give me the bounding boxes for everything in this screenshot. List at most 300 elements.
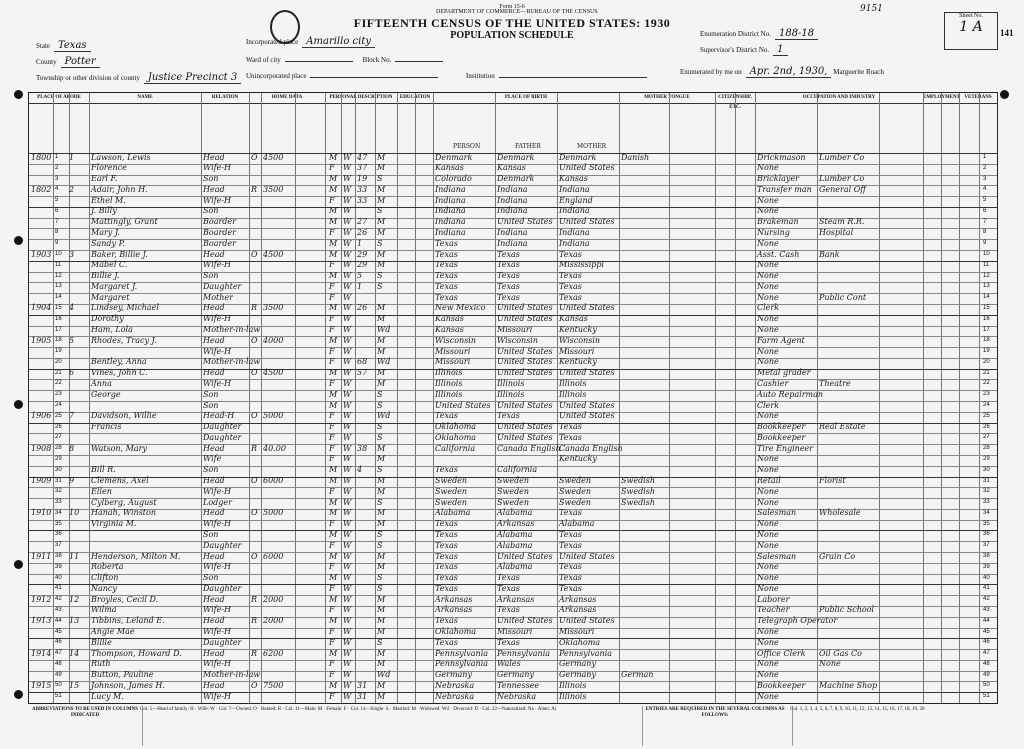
- cell-relation: Wife-H: [203, 195, 232, 205]
- cell-owned-rented: [251, 519, 261, 530]
- line-number-right: 21: [983, 369, 990, 376]
- cell-birth-person: Oklahoma: [435, 432, 477, 442]
- cell-race: W: [343, 637, 352, 647]
- cell-marital: S: [377, 281, 383, 291]
- cell-occupation: None: [757, 314, 779, 324]
- cell-birth-mother: Wisconsin: [559, 335, 601, 345]
- cell-race: W: [343, 659, 352, 669]
- cell-relation: Head: [203, 368, 225, 378]
- cell-family: [69, 401, 87, 412]
- cell-relation: Daughter: [203, 637, 242, 647]
- line-number-right: 10: [983, 251, 990, 258]
- cell-race: W: [343, 400, 352, 410]
- cell-age: 4: [357, 465, 363, 475]
- cell-birth-father: Indiana: [497, 227, 528, 237]
- cell-sex: F: [329, 325, 335, 335]
- cell-family: [69, 163, 87, 174]
- cell-owned-rented: [251, 217, 261, 228]
- cell-occupation: Bookkeeper: [757, 432, 806, 442]
- cell-birth-father: Alabama: [497, 529, 533, 539]
- cell-sex: F: [329, 378, 335, 388]
- cell-birth-person: Texas: [435, 616, 458, 626]
- cell-dwelling: [31, 659, 53, 670]
- cell-family: 13: [69, 616, 80, 626]
- cell-mother-tongue: [621, 228, 669, 239]
- cell-race: W: [343, 605, 352, 615]
- cell-name: Anna: [91, 378, 112, 388]
- cell-dwelling: 1910: [31, 508, 52, 518]
- cell-sex: M: [329, 400, 338, 410]
- cell-birth-mother: Oklahoma: [559, 637, 601, 647]
- cell-name: Roberta: [91, 562, 124, 572]
- cell-relation: Head: [203, 303, 225, 313]
- cell-owned-rented: [251, 530, 261, 541]
- cell-relation: Wife-H: [203, 519, 232, 529]
- cell-sex: F: [329, 443, 335, 453]
- cell-occupation: Laborer: [757, 594, 790, 604]
- cell-marital: S: [377, 238, 383, 248]
- cell-relation: Wife-H: [203, 627, 232, 636]
- cell-sex: M: [329, 303, 338, 313]
- line-number: 39: [55, 563, 62, 570]
- cell-mother-tongue: [621, 163, 669, 174]
- line-number: 51: [55, 693, 62, 700]
- institution-field: Institution: [466, 72, 647, 80]
- cell-age: 26: [357, 303, 368, 313]
- cell-home-value: [263, 498, 293, 509]
- cell-owned-rented: O: [251, 335, 258, 345]
- cell-owned-rented: [251, 401, 261, 412]
- cell-marital: Wd: [377, 411, 391, 421]
- cell-dwelling: 1906: [31, 411, 52, 421]
- cell-family: [69, 196, 87, 207]
- cell-occupation: None: [757, 238, 779, 248]
- cell-industry: [819, 260, 877, 271]
- cell-relation: Mother-in-law: [203, 670, 261, 680]
- cell-dwelling: [31, 314, 53, 325]
- cell-industry: Grain Co: [819, 551, 856, 561]
- cell-industry: Oil Gas Co: [819, 648, 862, 658]
- cell-marital: M: [377, 195, 386, 205]
- cell-marital: M: [377, 227, 386, 237]
- cell-mother-tongue: [621, 422, 669, 433]
- cell-mother-tongue: [621, 444, 669, 455]
- cell-dwelling: [31, 217, 53, 228]
- cell-race: W: [343, 195, 352, 205]
- cell-age: 38: [357, 443, 368, 453]
- cell-mother-tongue: [621, 454, 669, 465]
- cell-owned-rented: O: [251, 411, 258, 421]
- cell-birth-mother: Indiana: [559, 206, 590, 216]
- cell-occupation: Bookkeeper: [757, 680, 806, 690]
- cell-family: [69, 314, 87, 325]
- cell-name: Dorothy: [91, 314, 124, 324]
- cell-dwelling: [31, 239, 53, 250]
- cell-sex: M: [329, 335, 338, 345]
- cell-dwelling: [31, 282, 53, 293]
- cell-family: 12: [69, 594, 80, 604]
- cell-marital: M: [377, 454, 386, 464]
- line-number-right: 19: [983, 348, 990, 355]
- cell-owned-rented: O: [251, 680, 258, 690]
- cell-birth-person: Colorado: [435, 174, 472, 184]
- cell-birth-mother: Germany: [559, 670, 596, 680]
- cell-industry: [819, 347, 877, 358]
- cell-marital: S: [377, 422, 383, 432]
- line-number: 41: [55, 585, 62, 592]
- ward-field: Ward of city Block No.: [246, 56, 443, 64]
- cell-marital: S: [377, 497, 383, 507]
- cell-name: Vines, John C.: [91, 368, 148, 378]
- cell-race: W: [343, 432, 352, 442]
- cell-industry: [819, 303, 877, 314]
- cell-mother-tongue: [621, 347, 669, 358]
- cell-birth-person: Missouri: [435, 346, 471, 356]
- cell-occupation: None: [757, 562, 779, 572]
- cell-owned-rented: [251, 670, 261, 681]
- cell-name: [91, 433, 201, 444]
- cell-birth-person: Illinois: [435, 389, 463, 399]
- cell-birth-mother: United States: [559, 368, 615, 378]
- cell-race: W: [343, 152, 352, 162]
- cell-home-value: [263, 206, 293, 217]
- cell-home-value: [263, 217, 293, 228]
- cell-name: Clifton: [91, 573, 119, 583]
- line-number-right: 36: [983, 531, 990, 538]
- cell-sex: M: [329, 152, 338, 162]
- cell-name: Ethel M.: [91, 195, 126, 205]
- cell-owned-rented: [251, 433, 261, 444]
- cell-name: Mattingly, Grant: [91, 217, 158, 227]
- cell-marital: M: [377, 249, 386, 259]
- cell-birth-father: Tennessee: [497, 680, 540, 690]
- cell-relation: Son: [203, 465, 219, 475]
- line-number-right: 22: [983, 380, 990, 387]
- cell-birth-father: Alabama: [497, 562, 533, 572]
- cell-birth-person: Texas: [435, 260, 458, 270]
- cell-dwelling: [31, 670, 53, 681]
- cell-sex: F: [329, 411, 335, 421]
- cell-occupation: Drickmason: [757, 152, 806, 162]
- cell-birth-person: Texas: [435, 529, 458, 539]
- cell-name: Tibbins, Leland E.: [91, 616, 165, 626]
- cell-relation: Head: [203, 594, 225, 604]
- line-number-right: 43: [983, 606, 990, 613]
- cell-industry: [819, 487, 877, 498]
- cell-race: W: [343, 465, 352, 475]
- cell-marital: M: [377, 562, 386, 572]
- cell-birth-mother: Canada English: [559, 443, 623, 453]
- cell-industry: Wholesale: [819, 508, 861, 518]
- cell-occupation: None: [757, 486, 779, 496]
- cell-marital: M: [377, 627, 386, 636]
- line-number: 20: [55, 358, 62, 365]
- cell-birth-mother: Texas: [559, 529, 582, 539]
- cell-industry: [819, 282, 877, 293]
- cell-name: Johnson, James H.: [91, 680, 165, 690]
- line-number-right: 14: [983, 294, 990, 301]
- cell-sex: M: [329, 271, 338, 281]
- cell-marital: M: [377, 217, 386, 227]
- cell-industry: [819, 325, 877, 336]
- cell-birth-father: Kansas: [497, 163, 526, 173]
- cell-relation: Head: [203, 616, 225, 626]
- cell-age: 31: [357, 680, 368, 690]
- cell-birth-mother: Texas: [559, 422, 582, 432]
- cell-birth-mother: Alabama: [559, 519, 595, 529]
- cell-mother-tongue: [621, 217, 669, 228]
- cell-race: W: [343, 303, 352, 313]
- cell-age: [357, 314, 373, 325]
- line-number: 5: [55, 197, 59, 204]
- line-number-right: 51: [983, 693, 990, 700]
- cell-home-value: [263, 465, 293, 476]
- line-number-right: 18: [983, 337, 990, 344]
- cell-birth-father: United States: [497, 217, 553, 227]
- cell-industry: Hospital: [819, 227, 854, 237]
- cell-dwelling: 1904: [31, 303, 52, 313]
- line-number: 22: [55, 380, 62, 387]
- cell-home-value: [263, 627, 293, 638]
- line-number: 47: [55, 650, 62, 657]
- cell-dwelling: 1908: [31, 443, 52, 453]
- cell-mother-tongue: [621, 605, 669, 616]
- cell-owned-rented: [251, 422, 261, 433]
- cell-mother-tongue: [621, 357, 669, 368]
- cell-owned-rented: [251, 573, 261, 584]
- cell-birth-mother: Missouri: [559, 346, 595, 356]
- cell-sex: M: [329, 648, 338, 658]
- cell-family: 11: [69, 551, 80, 561]
- cell-relation: Head: [203, 680, 225, 690]
- cell-occupation: None: [757, 573, 779, 583]
- cell-birth-person: Oklahoma: [435, 422, 477, 432]
- incorporated-place-field: Incorporated place Amarillo city: [246, 36, 375, 47]
- cell-relation: Lodger: [203, 497, 232, 507]
- cell-birth-mother: Texas: [559, 508, 582, 518]
- cell-occupation: Metal grader: [757, 368, 811, 378]
- cell-sex: F: [329, 519, 335, 529]
- cell-owned-rented: [251, 174, 261, 185]
- cell-birth-father: Alabama: [497, 508, 533, 518]
- cell-owned-rented: [251, 659, 261, 670]
- cell-race: W: [343, 238, 352, 248]
- cell-birth-person: Wisconsin: [435, 335, 477, 345]
- cell-sex: F: [329, 432, 335, 442]
- cell-dwelling: 1909: [31, 476, 52, 486]
- pencil-number: 9151: [860, 4, 883, 14]
- cell-occupation: None: [757, 271, 779, 281]
- line-number-right: 6: [983, 207, 987, 214]
- cell-relation: Wife-H: [203, 691, 232, 701]
- cell-sex: F: [329, 281, 335, 291]
- cell-owned-rented: [251, 692, 261, 703]
- cell-birth-mother: Sweden: [559, 486, 592, 496]
- cell-birth-mother: Texas: [559, 562, 582, 572]
- cell-marital: S: [377, 529, 383, 539]
- cell-name: Wilma: [91, 605, 117, 615]
- cell-family: [69, 271, 87, 282]
- cell-family: 2: [69, 184, 75, 194]
- cell-name: J. Billy: [91, 206, 117, 216]
- cell-birth-father: Sweden: [497, 486, 530, 496]
- cell-industry: Public Cont: [819, 292, 867, 302]
- cell-birth-father: Texas: [497, 411, 520, 421]
- cell-industry: [819, 206, 877, 217]
- cell-owned-rented: O: [251, 551, 258, 561]
- cell-race: W: [343, 292, 352, 302]
- cell-industry: Theatre: [819, 378, 851, 388]
- cell-family: [69, 357, 87, 368]
- line-number-right: 48: [983, 660, 990, 667]
- cell-age: 5: [357, 271, 363, 281]
- line-number: 21: [55, 369, 62, 376]
- line-number: 40: [55, 574, 62, 581]
- cell-age: [357, 433, 373, 444]
- cell-mother-tongue: [621, 260, 669, 271]
- cell-industry: [819, 595, 877, 606]
- cell-occupation: None: [757, 357, 779, 367]
- cell-age: [357, 616, 373, 627]
- cell-age: [357, 573, 373, 584]
- line-number-right: 46: [983, 639, 990, 646]
- cell-relation: Mother: [203, 292, 233, 302]
- line-number: 38: [55, 553, 62, 560]
- binder-hole: [14, 400, 23, 409]
- cell-mother-tongue: [621, 293, 669, 304]
- cell-dwelling: 1914: [31, 648, 52, 658]
- line-number: 7: [55, 218, 59, 225]
- cell-relation: Wife-H: [203, 346, 232, 356]
- line-number-right: 12: [983, 272, 990, 279]
- cell-age: [357, 379, 373, 390]
- cell-birth-father: Arkansas: [497, 519, 535, 529]
- cell-relation: Daughter: [203, 583, 242, 593]
- cell-sex: F: [329, 454, 335, 464]
- cell-industry: [819, 519, 877, 530]
- cell-birth-mother: Texas: [559, 292, 582, 302]
- cell-home-value: [263, 670, 293, 681]
- cell-home-value: 4500: [263, 152, 284, 162]
- cell-race: W: [343, 271, 352, 281]
- cell-industry: [819, 163, 877, 174]
- cell-owned-rented: [251, 163, 261, 174]
- cell-mother-tongue: Swedish: [621, 497, 655, 507]
- cell-name: Lucy M.: [91, 691, 124, 701]
- cell-home-value: [263, 573, 293, 584]
- cell-home-value: [263, 228, 293, 239]
- cell-dwelling: [31, 454, 53, 465]
- cell-name: Adair, John H.: [91, 184, 148, 194]
- cell-industry: [819, 411, 877, 422]
- cell-occupation: None: [757, 497, 779, 507]
- cell-industry: None: [819, 659, 841, 669]
- cell-sex: M: [329, 368, 338, 378]
- cell-occupation: None: [757, 465, 779, 475]
- cell-mother-tongue: [621, 379, 669, 390]
- cell-birth-father: Sweden: [497, 476, 530, 486]
- cell-family: [69, 487, 87, 498]
- cell-dwelling: [31, 260, 53, 271]
- cell-home-value: 4500: [263, 368, 284, 378]
- cell-age: [357, 487, 373, 498]
- cell-name: Francis: [91, 422, 122, 432]
- cell-occupation: None: [757, 519, 779, 529]
- cell-name: [91, 347, 201, 358]
- cell-dwelling: [31, 379, 53, 390]
- line-number-right: 39: [983, 563, 990, 570]
- cell-owned-rented: [251, 627, 261, 638]
- cell-owned-rented: O: [251, 508, 258, 518]
- cell-marital: M: [377, 443, 386, 453]
- cell-family: [69, 562, 87, 573]
- cell-birth-person: Sweden: [435, 476, 468, 486]
- cell-home-value: [263, 357, 293, 368]
- cell-birth-mother: Missouri: [559, 627, 595, 636]
- cell-occupation: Brakeman: [757, 217, 799, 227]
- cell-dwelling: [31, 605, 53, 616]
- cell-age: 68: [357, 357, 368, 367]
- line-number-right: 17: [983, 326, 990, 333]
- cell-age: [357, 325, 373, 336]
- cell-sex: M: [329, 249, 338, 259]
- cell-mother-tongue: [621, 282, 669, 293]
- cell-relation: Wife-H: [203, 562, 232, 572]
- cell-birth-person: Texas: [435, 540, 458, 550]
- cell-age: [357, 584, 373, 595]
- cell-age: [357, 541, 373, 552]
- cell-name: Lawson, Lewis: [91, 152, 151, 162]
- cell-family: [69, 605, 87, 616]
- cell-family: 7: [69, 411, 75, 421]
- cell-family: [69, 465, 87, 476]
- line-number: 24: [55, 402, 62, 409]
- cell-birth-person: Oklahoma: [435, 627, 477, 636]
- cell-sex: M: [329, 551, 338, 561]
- line-number-right: 9: [983, 240, 987, 247]
- cell-marital: M: [377, 184, 386, 194]
- cell-dwelling: 1802: [31, 184, 52, 194]
- cell-industry: [819, 357, 877, 368]
- cell-industry: [819, 196, 877, 207]
- cell-birth-person: Texas: [435, 637, 458, 647]
- cell-age: [357, 552, 373, 563]
- cell-birth-father: California: [497, 465, 538, 475]
- cell-birth-mother: Texas: [559, 583, 582, 593]
- cell-race: W: [343, 184, 352, 194]
- cell-race: W: [343, 422, 352, 432]
- cell-age: [357, 347, 373, 358]
- cell-sex: F: [329, 357, 335, 367]
- cell-marital: S: [377, 583, 383, 593]
- cell-birth-person: Kansas: [435, 314, 464, 324]
- cell-birth-mother: Germany: [559, 659, 596, 669]
- cell-age: [357, 519, 373, 530]
- cell-birth-father: Texas: [497, 260, 520, 270]
- cell-birth-mother: Kentucky: [559, 454, 597, 464]
- line-number: 15: [55, 304, 62, 311]
- cell-name: Mabel C.: [91, 260, 128, 270]
- cell-dwelling: 1915: [31, 680, 52, 690]
- cell-occupation: None: [757, 325, 779, 335]
- cell-mother-tongue: Danish: [621, 152, 650, 162]
- cell-race: W: [343, 389, 352, 399]
- cell-occupation: Teacher: [757, 605, 790, 615]
- cell-family: [69, 433, 87, 444]
- cell-birth-person: Indiana: [435, 227, 466, 237]
- cell-marital: S: [377, 206, 383, 216]
- cell-birth-father: Nebraska: [497, 691, 537, 701]
